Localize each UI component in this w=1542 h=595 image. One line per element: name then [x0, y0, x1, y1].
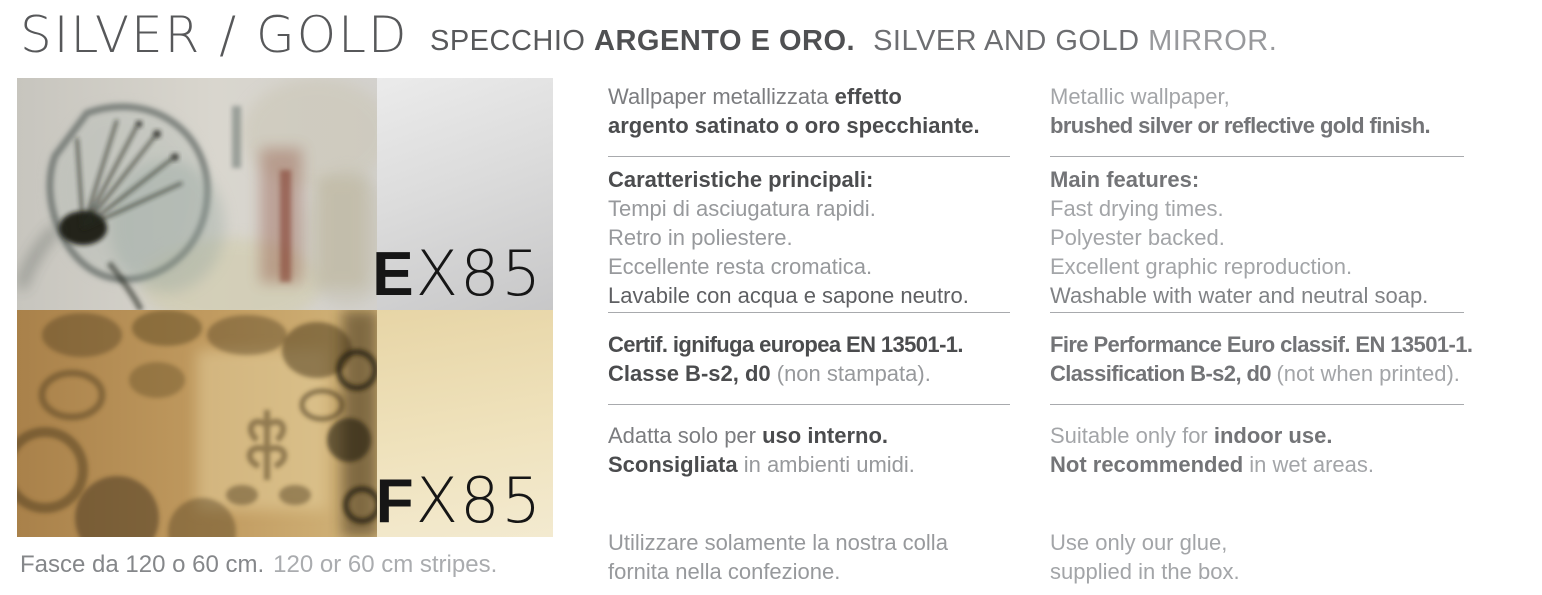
text-line: [608, 421, 915, 450]
text-line: [608, 111, 980, 140]
divider: [1050, 404, 1464, 405]
indoor-it-warning: Sconsigliata: [608, 452, 738, 477]
indoor-it-lead: Adatta solo per: [608, 423, 763, 448]
cert-class-en: Classification B-s2, d0: [1050, 361, 1277, 386]
glue-line-it: Utilizzare solamente la nostra colla: [608, 530, 948, 555]
feature-item: Lavabile con acqua e sapone neutro.: [608, 283, 969, 308]
cert-note-it: (non stampata).: [776, 361, 931, 386]
indoor-en-warning: Not recommended: [1050, 452, 1244, 477]
intro-it-lead: Wallpaper metallizzata: [608, 84, 835, 109]
subtitle-en-main: SILVER AND GOLD: [873, 25, 1140, 57]
intro-block-italian: [608, 82, 980, 140]
cert-line-it: Certif. ignifuga europea EN 13501-1.: [608, 332, 963, 357]
feature-item: Retro in poliestere.: [608, 225, 793, 250]
text-line: [608, 450, 915, 479]
text-line: [1050, 450, 1374, 479]
divider: [608, 312, 1010, 313]
features-heading-it: Caratteristiche principali:: [608, 167, 874, 192]
page-title: SILVER / GOLD: [20, 6, 409, 64]
indoor-en-bold: indoor use.: [1213, 423, 1333, 448]
features-heading-en: Main features:: [1050, 167, 1200, 192]
column-italian: [608, 0, 1010, 595]
divider: [608, 156, 1010, 157]
indoor-use-block-italian: [608, 421, 915, 479]
feature-item: Tempi di asciugatura rapidi.: [608, 196, 876, 221]
text-line: [608, 82, 980, 111]
feature-item: Washable with water and neutral soap.: [1050, 283, 1429, 308]
cert-line-en: Fire Performance Euro classif. EN 13501-1.: [1050, 332, 1473, 357]
subtitle-it-period: .: [846, 25, 856, 57]
size-caption-italian: Fasce da 120 o 60 cm.: [20, 551, 265, 578]
feature-item: Excellent graphic reproduction.: [1050, 254, 1353, 279]
product-code-silver: [372, 237, 543, 310]
subtitle-en-light: MIRROR.: [1139, 25, 1278, 57]
feature-item: Fast drying times.: [1050, 196, 1224, 221]
cert-note-en: (not when printed).: [1276, 361, 1460, 386]
glue-block-italian: [608, 528, 948, 586]
divider: [1050, 156, 1464, 157]
text-line: [1050, 421, 1374, 450]
glue-line-en: Use only our glue,: [1050, 530, 1228, 555]
feature-item: Polyester backed.: [1050, 225, 1225, 250]
text-line: [1050, 359, 1472, 388]
cert-class-it: Classe B-s2, d0: [608, 361, 777, 386]
features-block-italian: [608, 165, 969, 310]
intro-en-bold: brushed silver or reflective gold finish.: [1050, 113, 1431, 138]
product-code-gold-number: X85: [415, 464, 543, 537]
indoor-use-block-english: [1050, 421, 1374, 479]
features-block-english: [1050, 165, 1428, 310]
glue-block-english: [1050, 528, 1240, 586]
intro-it-bold-end: argento satinato o oro specchiante.: [608, 113, 980, 138]
silver-artwork: [17, 78, 378, 310]
wallpaper-sample-image: [17, 78, 553, 537]
certification-block-italian: [608, 330, 963, 388]
feature-item: Eccellente resta cromatica.: [608, 254, 873, 279]
divider: [608, 404, 1010, 405]
text-line: [608, 359, 963, 388]
glue-line-it: fornita nella confezione.: [608, 559, 841, 584]
indoor-en-warning-rest: in wet areas.: [1243, 452, 1374, 477]
subtitle-it-regular: SPECCHIO: [430, 25, 595, 57]
subtitle-it-bold: ARGENTO E ORO: [594, 25, 847, 57]
silver-sample-half: [17, 78, 553, 310]
divider: [1050, 312, 1464, 313]
product-code-silver-prefix: E: [372, 240, 416, 309]
indoor-en-lead: Suitable only for: [1050, 423, 1214, 448]
indoor-it-warning-rest: in ambienti umidi.: [737, 452, 915, 477]
glue-line-en: supplied in the box.: [1050, 559, 1240, 584]
indoor-it-bold: uso interno.: [762, 423, 888, 448]
column-english: [1050, 0, 1473, 595]
product-code-silver-number: X85: [415, 237, 543, 310]
intro-it-bold-start: effetto: [834, 84, 902, 109]
intro-en-lead: Metallic wallpaper,: [1050, 84, 1230, 109]
product-code-gold-prefix: F: [375, 467, 416, 536]
gold-artwork: [17, 310, 378, 537]
intro-block-english: [1050, 82, 1430, 140]
certification-block-english: [1050, 330, 1472, 388]
size-caption-english: 120 or 60 cm stripes.: [273, 551, 498, 578]
product-code-gold: [375, 464, 543, 537]
gold-sample-half: [17, 310, 553, 537]
size-caption: [20, 551, 497, 579]
